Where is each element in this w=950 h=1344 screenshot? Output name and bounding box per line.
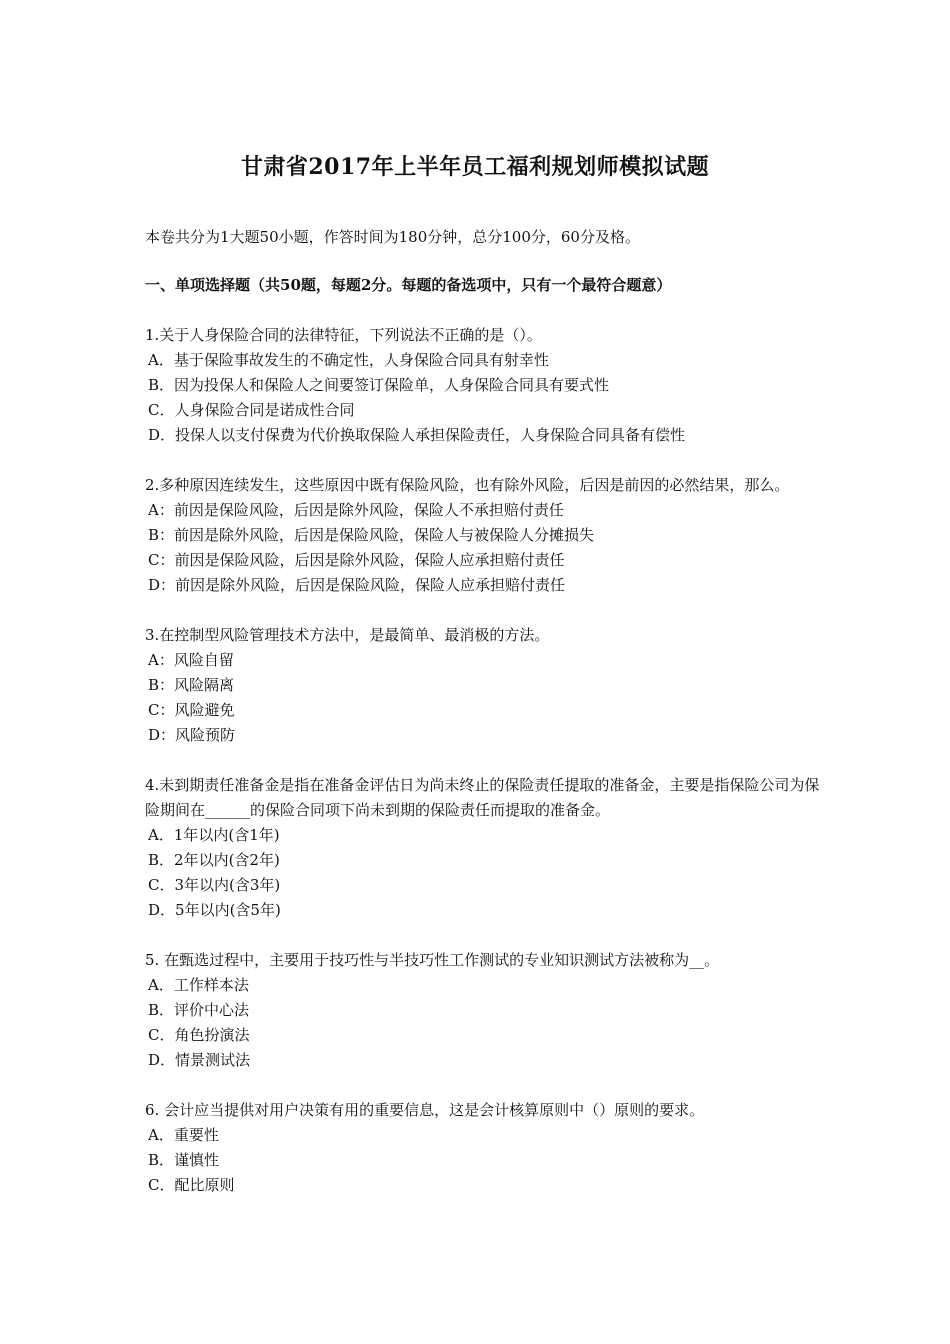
document-title: 甘肃省2017年上半年员工福利规划师模拟试题 — [240, 154, 710, 180]
question-stem: 6. 会计应当提供对用户决策有用的重要信息，这是会计核算原则中（）原则的要求。 — [145, 1101, 705, 1119]
option-b: B：前因是除外风险，后因是保险风险，保险人与被保险人分摊损失 — [148, 526, 595, 544]
option-b: B．谨慎性 — [148, 1151, 220, 1169]
option-d: D：前因是除外风险，后因是保险风险，保险人应承担赔付责任 — [148, 576, 566, 594]
question-list — [145, 323, 825, 1223]
section-heading: 一、单项选择题（共50题，每题2分。每题的备选项中，只有一个最符合题意） — [145, 276, 672, 294]
option-b: B．因为投保人和保险人之间要签订保险单，人身保险合同具有要式性 — [148, 376, 610, 394]
option-c: C：前因是保险风险，后因是除外风险，保险人应承担赔付责任 — [148, 551, 565, 569]
option-a: A．重要性 — [148, 1126, 219, 1144]
question-1 — [145, 323, 825, 448]
question-5 — [145, 948, 825, 1073]
option-c: C．3年以内(含3年) — [148, 876, 281, 894]
question-6 — [145, 1098, 825, 1198]
question-stem: 2.多种原因连续发生，这些原因中既有保险风险，也有除外风险，后因是前因的必然结果，那么。 — [145, 476, 790, 494]
option-c: C：风险避免 — [148, 701, 235, 719]
option-a: A．工作样本法 — [148, 976, 249, 994]
option-a: A：前因是保险风险，后因是除外风险，保险人不承担赔付责任 — [148, 501, 564, 519]
option-c: C．人身保险合同是诺成性合同 — [148, 401, 355, 419]
question-3 — [145, 623, 825, 748]
option-a: A．1年以内(含1年) — [148, 826, 280, 844]
option-c: C．角色扮演法 — [148, 1026, 250, 1044]
question-stem: 1.关于人身保险合同的法律特征，下列说法不正确的是（）。 — [145, 326, 542, 344]
option-a: A：风险自留 — [148, 651, 234, 669]
option-b: B．2年以内(含2年) — [148, 851, 280, 869]
option-a: A．基于保险事故发生的不确定性，人身保险合同具有射幸性 — [148, 351, 549, 369]
option-d: D．投保人以支付保费为代价换取保险人承担保险责任，人身保险合同具备有偿性 — [148, 426, 686, 444]
option-d: D：风险预防 — [148, 726, 236, 744]
question-stem: 5. 在甄选过程中，主要用于技巧性与半技巧性工作测试的专业知识测试方法被称为__。 — [145, 951, 720, 969]
option-c: C．配比原则 — [148, 1176, 235, 1194]
option-b: B．评价中心法 — [148, 1001, 250, 1019]
question-stem: 3.在控制型风险管理技术方法中，是最简单、最消极的方法。 — [145, 626, 550, 644]
option-d: D．5年以内(含5年) — [148, 901, 281, 919]
option-b: B：风险隔离 — [148, 676, 235, 694]
exam-intro: 本卷共分为1大题50小题，作答时间为180分钟，总分100分，60分及格。 — [145, 228, 640, 246]
question-2 — [145, 473, 825, 598]
question-4 — [145, 773, 825, 923]
question-stem: 4.未到期责任准备金是指在准备金评估日为尚未终止的保险责任提取的准备金，主要是指保险公司为保险期间在______的保险合同项下尚未到期的保险责任而提取的准备金。 — [145, 776, 820, 819]
option-d: D．情景测试法 — [148, 1051, 251, 1069]
